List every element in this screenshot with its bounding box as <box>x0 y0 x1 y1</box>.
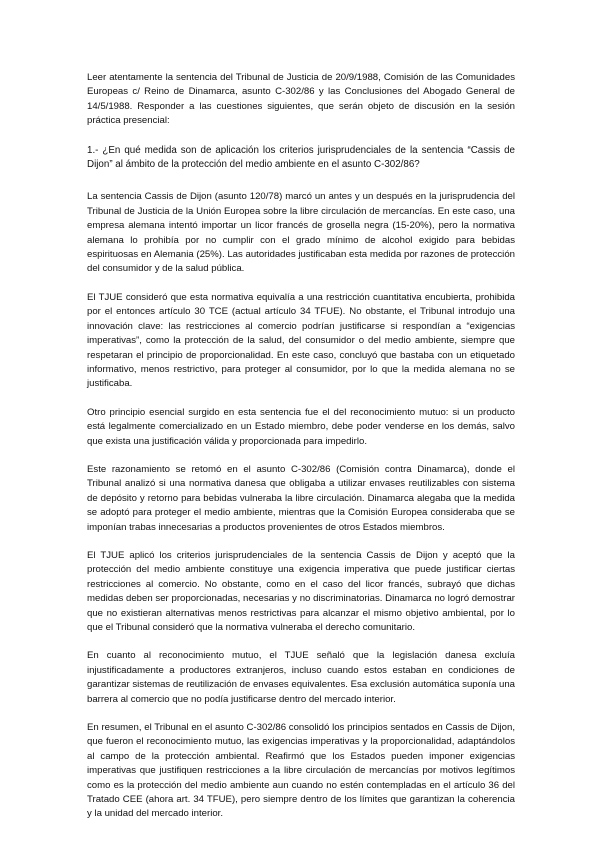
answer-paragraph-5: El TJUE aplicó los criterios jurisprudenciales de la sentencia Cassis de Dijon y aceptó que la protección del medio ambiente constituye una exigencia imperativa que puede justificar ciertas restricciones al comercio. No obstante, como en el caso del licor francés, subrayó que dichas medidas deben ser proporcionadas, necesarias y no discriminatorias. Dinamarca no logró demostrar que no existieran alternativas menos restrictivas para alcanzar el mismo objetivo ambiental, por lo que el Tribunal consideró que la normativa vulneraba el derecho comunitario. <box>87 549 515 633</box>
answer-paragraph-3: Otro principio esencial surgido en esta sentencia fue el del reconocimiento mutuo: si un producto está legalmente comercializado en un Estado miembro, debe poder venderse en los demás, salvo que exista una justificación válida y proporcionada para impedirlo. <box>87 406 515 447</box>
answer-paragraph-7: En resumen, el Tribunal en el asunto C-302/86 consolidó los principios sentados en Cassis de Dijon, que fueron el reconocimiento mutuo, las exigencias imperativas y la proporcionalidad, adaptándolos al campo de la protección ambiental. Reafirmó que los Estados pueden imponer exigencias imperativas que justifiquen restricciones a la libre circulación de mercancías por motivos legítimos como es la protección del medio ambiente aun cuando no estén contempladas en el artículo 36 del Tratado CEE (ahora art. 34 TFUE), pero siempre dentro de los límites que garantizan la coherencia y la unidad del mercado interior. <box>87 722 515 820</box>
question-1: 1.- ¿En qué medida son de aplicación los criterios jurisprudenciales de la sentencia “Cassis de Dijon” al ámbito de la protección del medio ambiente en el asunto C-302/86? <box>87 144 515 171</box>
intro-paragraph: Leer atentamente la sentencia del Tribunal de Justicia de 20/9/1988, Comisión de las Comunidades Europeas c/ Reino de Dinamarca, asunto C-302/86 y las Conclusiones del Abogado General de 14/5/1988. Responder a las cuestiones siguientes, que serán objeto de discusión en la sesión práctica presencial: <box>87 72 515 127</box>
answer-paragraph-6: En cuanto al reconocimiento mutuo, el TJUE señaló que la legislación danesa excluía injustificadamente a productores extranjeros, incluso cuando estos estaban en condiciones de garantizar sistemas de reutilización de envases equivalentes. Esa exclusión automática suponía una barrera al comercio que no podía justificarse dentro del mercado interior. <box>87 650 515 705</box>
answer-paragraph-1: La sentencia Cassis de Dijon (asunto 120/78) marcó un antes y un después en la jurisprudencia del Tribunal de Justicia de la Unión Europea sobre la libre circulación de mercancías. En este caso, una empresa alemana intentó importar un licor francés de grosella negra (15-20%), pero la normativa alemana lo prohibía por no cumplir con el grado mínimo de alcohol exigido para bebidas espirituosas en Alemania (25%). Las autoridades justificaban esta medida por razones de protección del consumidor y de la salud pública. <box>87 191 515 275</box>
document-page <box>87 71 515 836</box>
answer-paragraph-4: Este razonamiento se retomó en el asunto C-302/86 (Comisión contra Dinamarca), donde el Tribunal analizó si una normativa danesa que obligaba a utilizar envases reutilizables con sistema de depósito y retorno para bebidas vulneraba la libre circulación. Dinamarca alegaba que la medida se adoptó para proteger el medio ambiente, mientras que la Comisión Europea consideraba que se imponían trabas innecesarias a productos provenientes de otros Estados miembros. <box>87 463 515 533</box>
answer-paragraph-2: El TJUE consideró que esta normativa equivalía a una restricción cuantitativa encubierta, prohibida por el entonces artículo 30 TCE (actual artículo 34 TFUE). No obstante, el Tribunal introdujo una innovación clave: las restricciones al comercio podrían justificarse si respondían a “exigencias imperativas”, como la protección de la salud, del consumidor o del medio ambiente, siempre que respetaran el principio de proporcionalidad. En este caso, concluyó que bastaba con un etiquetado informativo, menos restrictivo, para proteger al consumidor, por lo que la medida alemana no se justificaba. <box>87 291 515 390</box>
